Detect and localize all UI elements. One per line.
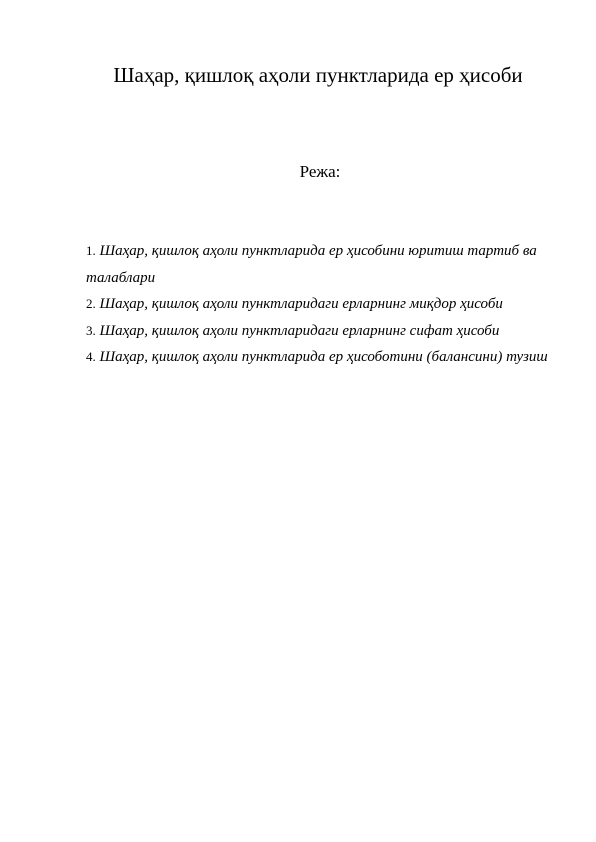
plan-item-4 xyxy=(86,344,556,371)
plan-item-text: Шаҳар, қишлоқ аҳоли пунктларидаги ерларнинг миқдор ҳисоби xyxy=(99,296,503,312)
plan-item-text: Шаҳар, қишлоқ аҳоли пунктларида ер ҳисобини юритиш тартиб ва талаблари xyxy=(86,243,537,286)
plan-item-number: 3. xyxy=(86,322,96,338)
plan-item-number: 2. xyxy=(86,296,96,311)
plan-item-2 xyxy=(86,291,556,318)
plan-item-text: Шаҳар, қишлоқ аҳоли пунктларидаги ерларнинг сифат ҳисоби xyxy=(99,322,500,339)
plan-item-number: 1. xyxy=(86,243,96,258)
document-title: Шаҳар, қишлоқ аҳоли пунктларида ер ҳисоби xyxy=(113,63,523,87)
plan-list xyxy=(86,238,556,371)
plan-item-3 xyxy=(86,318,556,345)
plan-heading: Режа: xyxy=(299,162,341,181)
plan-item-1 xyxy=(86,238,556,291)
plan-item-text: Шаҳар, қишлоқ аҳоли пунктларида ер ҳисоботини (балансини) тузиш xyxy=(99,349,548,365)
plan-item-number: 4. xyxy=(86,349,96,364)
